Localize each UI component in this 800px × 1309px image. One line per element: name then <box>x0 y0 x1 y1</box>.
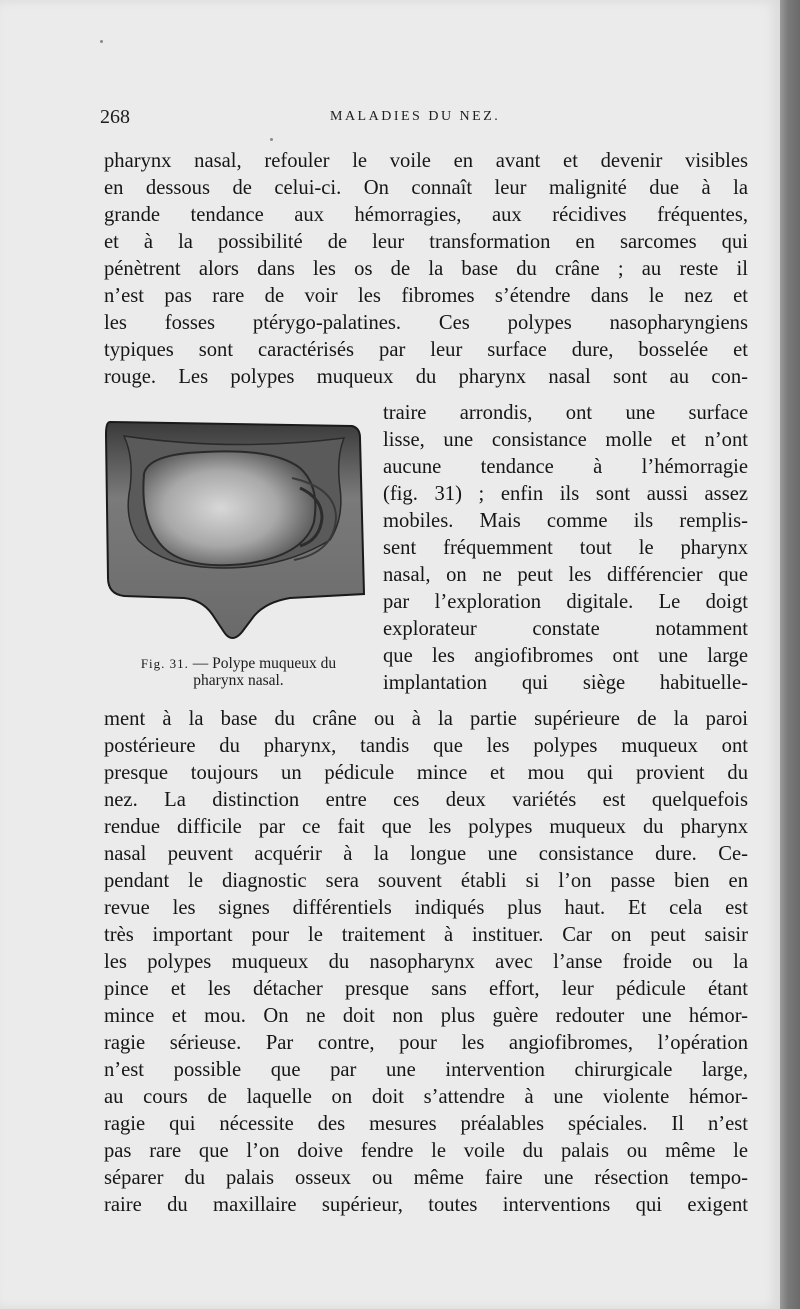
text-line <box>383 616 748 643</box>
text-line <box>104 1192 748 1219</box>
page-edge-shadow <box>780 0 800 1309</box>
text-line <box>104 229 748 256</box>
text-line-content: pénètrent alors dans les os de la base du crâne ; au reste il <box>104 258 748 280</box>
text-line <box>104 895 748 922</box>
text-line-content: pharynx nasal, refouler le voile en avant et devenir visibles <box>104 150 748 172</box>
text-line <box>104 256 748 283</box>
text-line <box>104 787 748 814</box>
text-line-content: au cours de laquelle on doit s’attendre à une violente hémor- <box>104 1086 748 1108</box>
text-line <box>104 949 748 976</box>
paper-speck <box>100 40 103 43</box>
text-line <box>383 535 748 562</box>
text-line <box>104 760 748 787</box>
text-line-content: (fig. 31) ; enfin ils sont aussi assez <box>383 483 748 505</box>
text-line <box>383 400 748 427</box>
caption-label: Fig. 31. <box>140 656 189 671</box>
text-line <box>383 454 748 481</box>
text-line-content: pendant le diagnostic sera souvent établi si l’on passe bien en <box>104 870 748 892</box>
figure-caption <box>116 655 361 689</box>
text-line-content: ment à la base du crâne ou à la partie supérieure de la paroi <box>104 708 748 730</box>
text-line-content: et à la possibilité de leur transformation en sarcomes qui <box>104 231 748 253</box>
text-line <box>104 706 748 733</box>
text-line-content: les polypes muqueux du nasopharynx avec l’anse froide ou la <box>104 951 748 973</box>
text-line <box>383 589 748 616</box>
polyp-drawing <box>104 418 366 646</box>
text-line <box>104 1084 748 1111</box>
text-line-content: revue les signes différentiels indiqués plus haut. Et cela est <box>104 897 748 919</box>
body-text-beside-figure <box>383 400 748 697</box>
text-line <box>104 364 748 391</box>
text-line-content: pas rare que l’on doive fendre le voile du palais ou même le <box>104 1140 748 1162</box>
text-line <box>104 310 748 337</box>
text-line <box>383 508 748 535</box>
text-line <box>104 733 748 760</box>
text-line-content: nasal, on ne peut les différencier que <box>383 564 748 586</box>
text-line-content: grande tendance aux hémorragies, aux récidives fréquentes, <box>104 204 748 226</box>
text-line-content: lisse, une consistance molle et n’ont <box>383 429 748 451</box>
text-line-content: n’est possible que par une intervention chirurgicale large, <box>104 1059 748 1081</box>
text-line-content: mobiles. Mais comme ils remplis- <box>383 510 748 532</box>
text-line <box>104 1057 748 1084</box>
text-line <box>104 868 748 895</box>
text-line-content: postérieure du pharynx, tandis que les polypes muqueux ont <box>104 735 748 757</box>
text-line <box>383 670 748 697</box>
text-line <box>104 1111 748 1138</box>
text-line <box>104 814 748 841</box>
text-line-content: explorateur constate notamment <box>383 618 748 640</box>
caption-text: — Polype muqueux du pharynx nasal. <box>192 655 337 689</box>
text-line <box>104 202 748 229</box>
figure-31-illustration <box>104 418 366 646</box>
text-line-content: aucune tendance à l’hémorragie <box>383 456 748 478</box>
text-line-content: ragie qui nécessite des mesures préalables spéciales. Il n’est <box>104 1113 748 1135</box>
text-line-content: implantation qui siège habituelle- <box>383 672 748 694</box>
text-line-content: traire arrondis, ont une surface <box>383 402 748 424</box>
text-line-content: nasal peuvent acquérir à la longue une consistance dure. Ce- <box>104 843 748 865</box>
text-line <box>104 922 748 949</box>
text-line <box>104 283 748 310</box>
text-line-content: sent fréquemment tout le pharynx <box>383 537 748 559</box>
text-line-content: très important pour le traitement à instituer. Car on peut saisir <box>104 924 748 946</box>
text-line-content: rouge. Les polypes muqueux du pharynx nasal sont au con- <box>104 366 748 388</box>
text-line-content: pince et les détacher presque sans effort, leur pédicule étant <box>104 978 748 1000</box>
text-line <box>104 1138 748 1165</box>
text-line <box>104 976 748 1003</box>
text-line <box>104 337 748 364</box>
text-line <box>104 841 748 868</box>
text-line-content: raire du maxillaire supérieur, toutes interventions qui exigent <box>104 1194 748 1216</box>
text-line-content: les fosses ptérygo-palatines. Ces polypes nasopharyngiens <box>104 312 748 334</box>
text-line-content: typiques sont caractérisés par leur surface dure, bosselée et <box>104 339 748 361</box>
text-line-content: n’est pas rare de voir les fibromes s’étendre dans le nez et <box>104 285 748 307</box>
text-line <box>104 1030 748 1057</box>
text-line <box>104 1003 748 1030</box>
page-number: 268 <box>100 106 130 128</box>
text-line <box>383 562 748 589</box>
text-line-content: nez. La distinction entre ces deux variétés est quelquefois <box>104 789 748 811</box>
text-line-content: séparer du palais osseux ou même faire une résection tempo- <box>104 1167 748 1189</box>
text-line-content: en dessous de celui-ci. On connaît leur malignité due à la <box>104 177 748 199</box>
running-head: MALADIES DU NEZ. <box>330 109 501 124</box>
text-line <box>383 643 748 670</box>
body-text-top <box>104 148 748 391</box>
page-header <box>100 106 750 132</box>
text-line <box>104 1165 748 1192</box>
text-line <box>383 481 748 508</box>
text-line-content: rendue difficile par ce fait que les polypes muqueux du pharynx <box>104 816 748 838</box>
text-line-content: ragie sérieuse. Par contre, pour les angiofibromes, l’opération <box>104 1032 748 1054</box>
text-line-content: mince et mou. On ne doit non plus guère redouter une hémor- <box>104 1005 748 1027</box>
text-line <box>104 175 748 202</box>
text-line-content: par l’exploration digitale. Le doigt <box>383 591 748 613</box>
text-line <box>383 427 748 454</box>
text-line <box>104 148 748 175</box>
text-line-content: que les angiofibromes ont une large <box>383 645 748 667</box>
text-line-content: presque toujours un pédicule mince et mou qui provient du <box>104 762 748 784</box>
paper-speck <box>270 138 273 141</box>
body-text-bottom <box>104 706 748 1219</box>
